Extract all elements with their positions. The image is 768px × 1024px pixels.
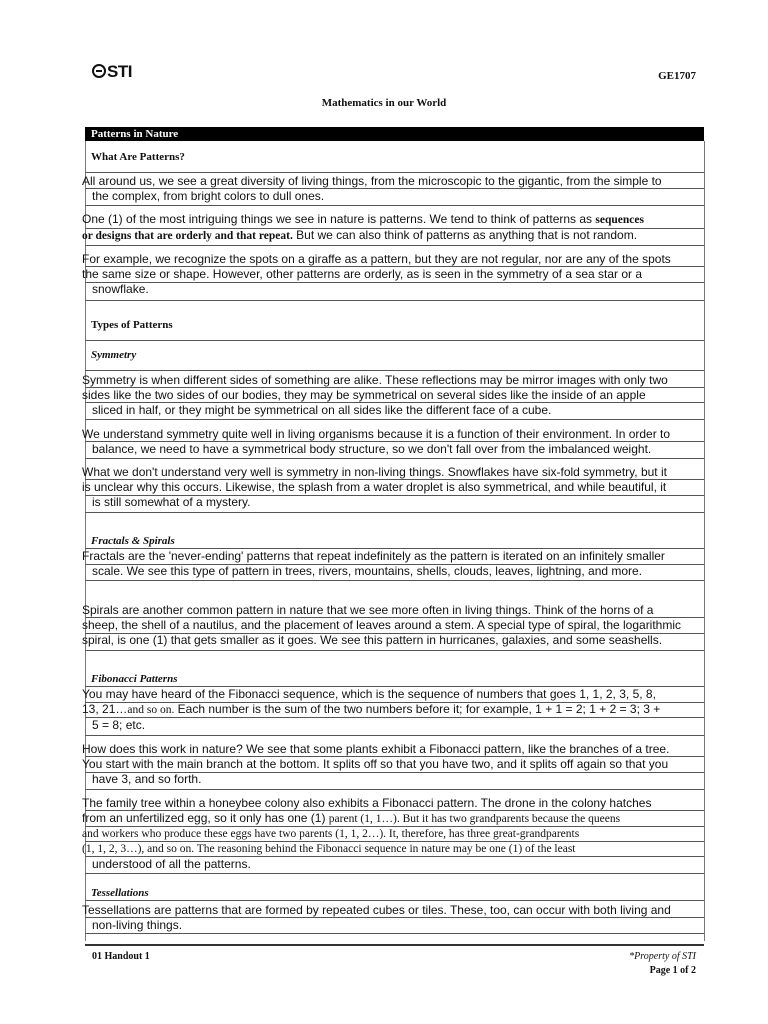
text-line: non-living things. — [92, 918, 183, 932]
rule — [85, 282, 704, 283]
rule — [85, 702, 704, 703]
rule — [85, 735, 704, 736]
footer-rule — [85, 944, 704, 946]
rule — [85, 810, 704, 811]
rule — [85, 387, 704, 388]
paragraph-symmetry-1 — [82, 373, 704, 418]
rule — [85, 228, 704, 229]
handout-label: 01 Handout 1 — [92, 951, 150, 962]
text-line: sliced in half, or they might be symmetrical on all sides like the different face of a cube. — [92, 403, 552, 417]
paragraph-fibonacci-2 — [82, 742, 704, 787]
text-line: 5 = 8; etc. — [92, 718, 146, 732]
heading-symmetry: Symmetry — [91, 349, 137, 361]
bold-text: or designs that are orderly and that repeat. — [82, 230, 293, 242]
paragraph-symmetry-3 — [82, 465, 704, 510]
sti-logo — [92, 62, 132, 82]
text-line: parent (1, 1…). But it has two grandparents because the queens — [328, 813, 621, 825]
rule — [85, 856, 704, 857]
rule — [85, 419, 704, 420]
text-line: Tessellations are patterns that are formed by repeated cubes or tiles. These, too, can occur with both living and — [82, 903, 671, 917]
page-number: Page 1 of 2 — [649, 965, 696, 976]
rule — [85, 188, 704, 189]
text-line: is unclear why this occurs. Likewise, the splash from a water droplet is also symmetrical, and while beautiful, it — [82, 480, 667, 494]
rule — [85, 580, 704, 581]
text-line: Spirals are another common pattern in nature that we see more often in living things. Think of the horns of a — [82, 603, 654, 617]
section-bar: Patterns in Nature — [85, 127, 704, 141]
text-line: Each number is the sum of the two numbers before it; for example, 1 + 1 = 2; 1 + 2 = 3; 3 + — [174, 702, 661, 716]
text-line: We understand symmetry quite well in living organisms because it is a function of their environment. In order to — [82, 427, 671, 441]
logo-text: STI — [107, 62, 132, 81]
text-line: and workers who produce these eggs have two parents (1, 1, 2…). It, therefore, has three great-grandparents — [82, 828, 580, 840]
paragraph-fibonacci-1 — [82, 687, 704, 733]
text-line: is still somewhat of a mystery. — [92, 495, 251, 509]
paragraph-tessellations — [82, 903, 704, 933]
rule — [85, 458, 704, 459]
rule — [85, 841, 704, 842]
paragraph-spirals — [82, 603, 704, 648]
bold-text: sequences — [595, 214, 644, 226]
rule — [85, 266, 704, 267]
text-line: scale. We see this type of pattern in trees, rivers, mountains, shells, clouds, leaves, lightning, and more. — [92, 564, 643, 578]
rule — [85, 826, 704, 827]
heading-tessellations: Tessellations — [91, 887, 149, 899]
heading-fractals-spirals: Fractals & Spirals — [91, 535, 175, 547]
text-line: snowflake. — [92, 282, 149, 296]
rule — [85, 300, 704, 301]
globe-icon — [92, 64, 106, 78]
rule — [85, 717, 704, 718]
rule — [85, 245, 704, 246]
text-line: balance, we need to have a symmetrical body structure, so we don't fall over from the imbalanced weight. — [92, 442, 652, 456]
rule — [85, 512, 704, 513]
heading-types-of-patterns: Types of Patterns — [91, 319, 173, 331]
document-title: Mathematics in our World — [321, 97, 447, 109]
rule — [85, 900, 704, 901]
rule — [85, 933, 704, 934]
text-line: How does this work in nature? We see that some plants exhibit a Fibonacci pattern, like the branches of a tree. — [82, 742, 670, 756]
property-label: *Property of STI — [629, 951, 696, 962]
text-line: from an unfertilized egg, so it only has one (1) — [82, 811, 329, 825]
text-line: You start with the main branch at the bottom. It splits off so that you have two, and it splits off again so that you — [82, 757, 669, 771]
rule — [85, 564, 704, 565]
rule — [85, 772, 704, 773]
text-line: the same size or shape. However, other patterns are orderly, as is seen in the symmetry of a sea star or a — [82, 267, 643, 281]
text-line: (1, 1, 2, 3…), and so on. The reasoning behind the Fibonacci sequence in nature may be one (1) of the least — [82, 843, 576, 855]
text-line: the complex, from bright colors to dull ones. — [92, 189, 325, 203]
text-line: have 3, and so forth. — [92, 772, 202, 786]
text-line: All around us, we see a great diversity of living things, from the microscopic to the gigantic, from the simple to — [82, 174, 662, 188]
text-line: 13, 21… — [82, 702, 128, 716]
paragraph-giraffe — [82, 252, 704, 297]
paragraph-honeybee — [82, 796, 704, 872]
text-line: For example, we recognize the spots on a giraffe as a pattern, but they are not regular, nor are any of the spots — [82, 252, 671, 266]
rule — [85, 172, 704, 173]
text-line: You may have heard of the Fibonacci sequence, which is the sequence of numbers that goes 1, 1, 2, 3, 5, 8, — [82, 687, 656, 701]
text-line: sides like the two sides of our bodies, they may be symmetrical on several sides like the inside of an apple — [82, 388, 646, 402]
text-line: What we don't understand very well is symmetry in non-living things. Snowflakes have six-fold symmetry, but it — [82, 465, 667, 479]
text-line: Symmetry is when different sides of something are alike. These reflections may be mirror images with only two — [82, 373, 668, 387]
text-line: sheep, the shell of a nautilus, and the placement of leaves around a stem. A special type of spiral, the logarithmic — [82, 618, 682, 632]
rule — [85, 633, 704, 634]
right-border — [704, 141, 705, 941]
rule — [85, 205, 704, 206]
text-line: and so on. — [127, 704, 175, 716]
rule — [85, 917, 704, 918]
text-line: Fractals are the 'never-ending' patterns that repeat indefinitely as the pattern is iterated on an infinitely smaller — [82, 549, 665, 563]
heading-what-are-patterns: What Are Patterns? — [91, 151, 185, 163]
course-code: GE1707 — [658, 70, 696, 82]
text-line: understood of all the patterns. — [92, 857, 251, 871]
rule — [85, 370, 704, 371]
text-line: One (1) of the most intriguing things we see in nature is patterns. We tend to think of patterns as — [82, 212, 596, 226]
text-line: But we can also think of patterns as anything that is not random. — [292, 228, 638, 242]
rule — [85, 650, 704, 651]
rule — [85, 479, 704, 480]
rule — [85, 441, 704, 442]
paragraph-symmetry-2 — [82, 427, 704, 457]
rule — [85, 402, 704, 403]
rule — [85, 617, 704, 618]
text-line: spiral, is one (1) that gets smaller as it goes. We see this pattern in hurricanes, galaxies, and some seashells. — [82, 633, 663, 647]
rule — [85, 789, 704, 790]
paragraph-intro — [82, 174, 704, 204]
rule — [85, 495, 704, 496]
heading-fibonacci: Fibonacci Patterns — [91, 673, 178, 685]
text-line: The family tree within a honeybee colony also exhibits a Fibonacci pattern. The drone in the colony hatches — [82, 796, 652, 810]
rule — [85, 340, 704, 341]
rule — [85, 873, 704, 874]
rule — [85, 756, 704, 757]
